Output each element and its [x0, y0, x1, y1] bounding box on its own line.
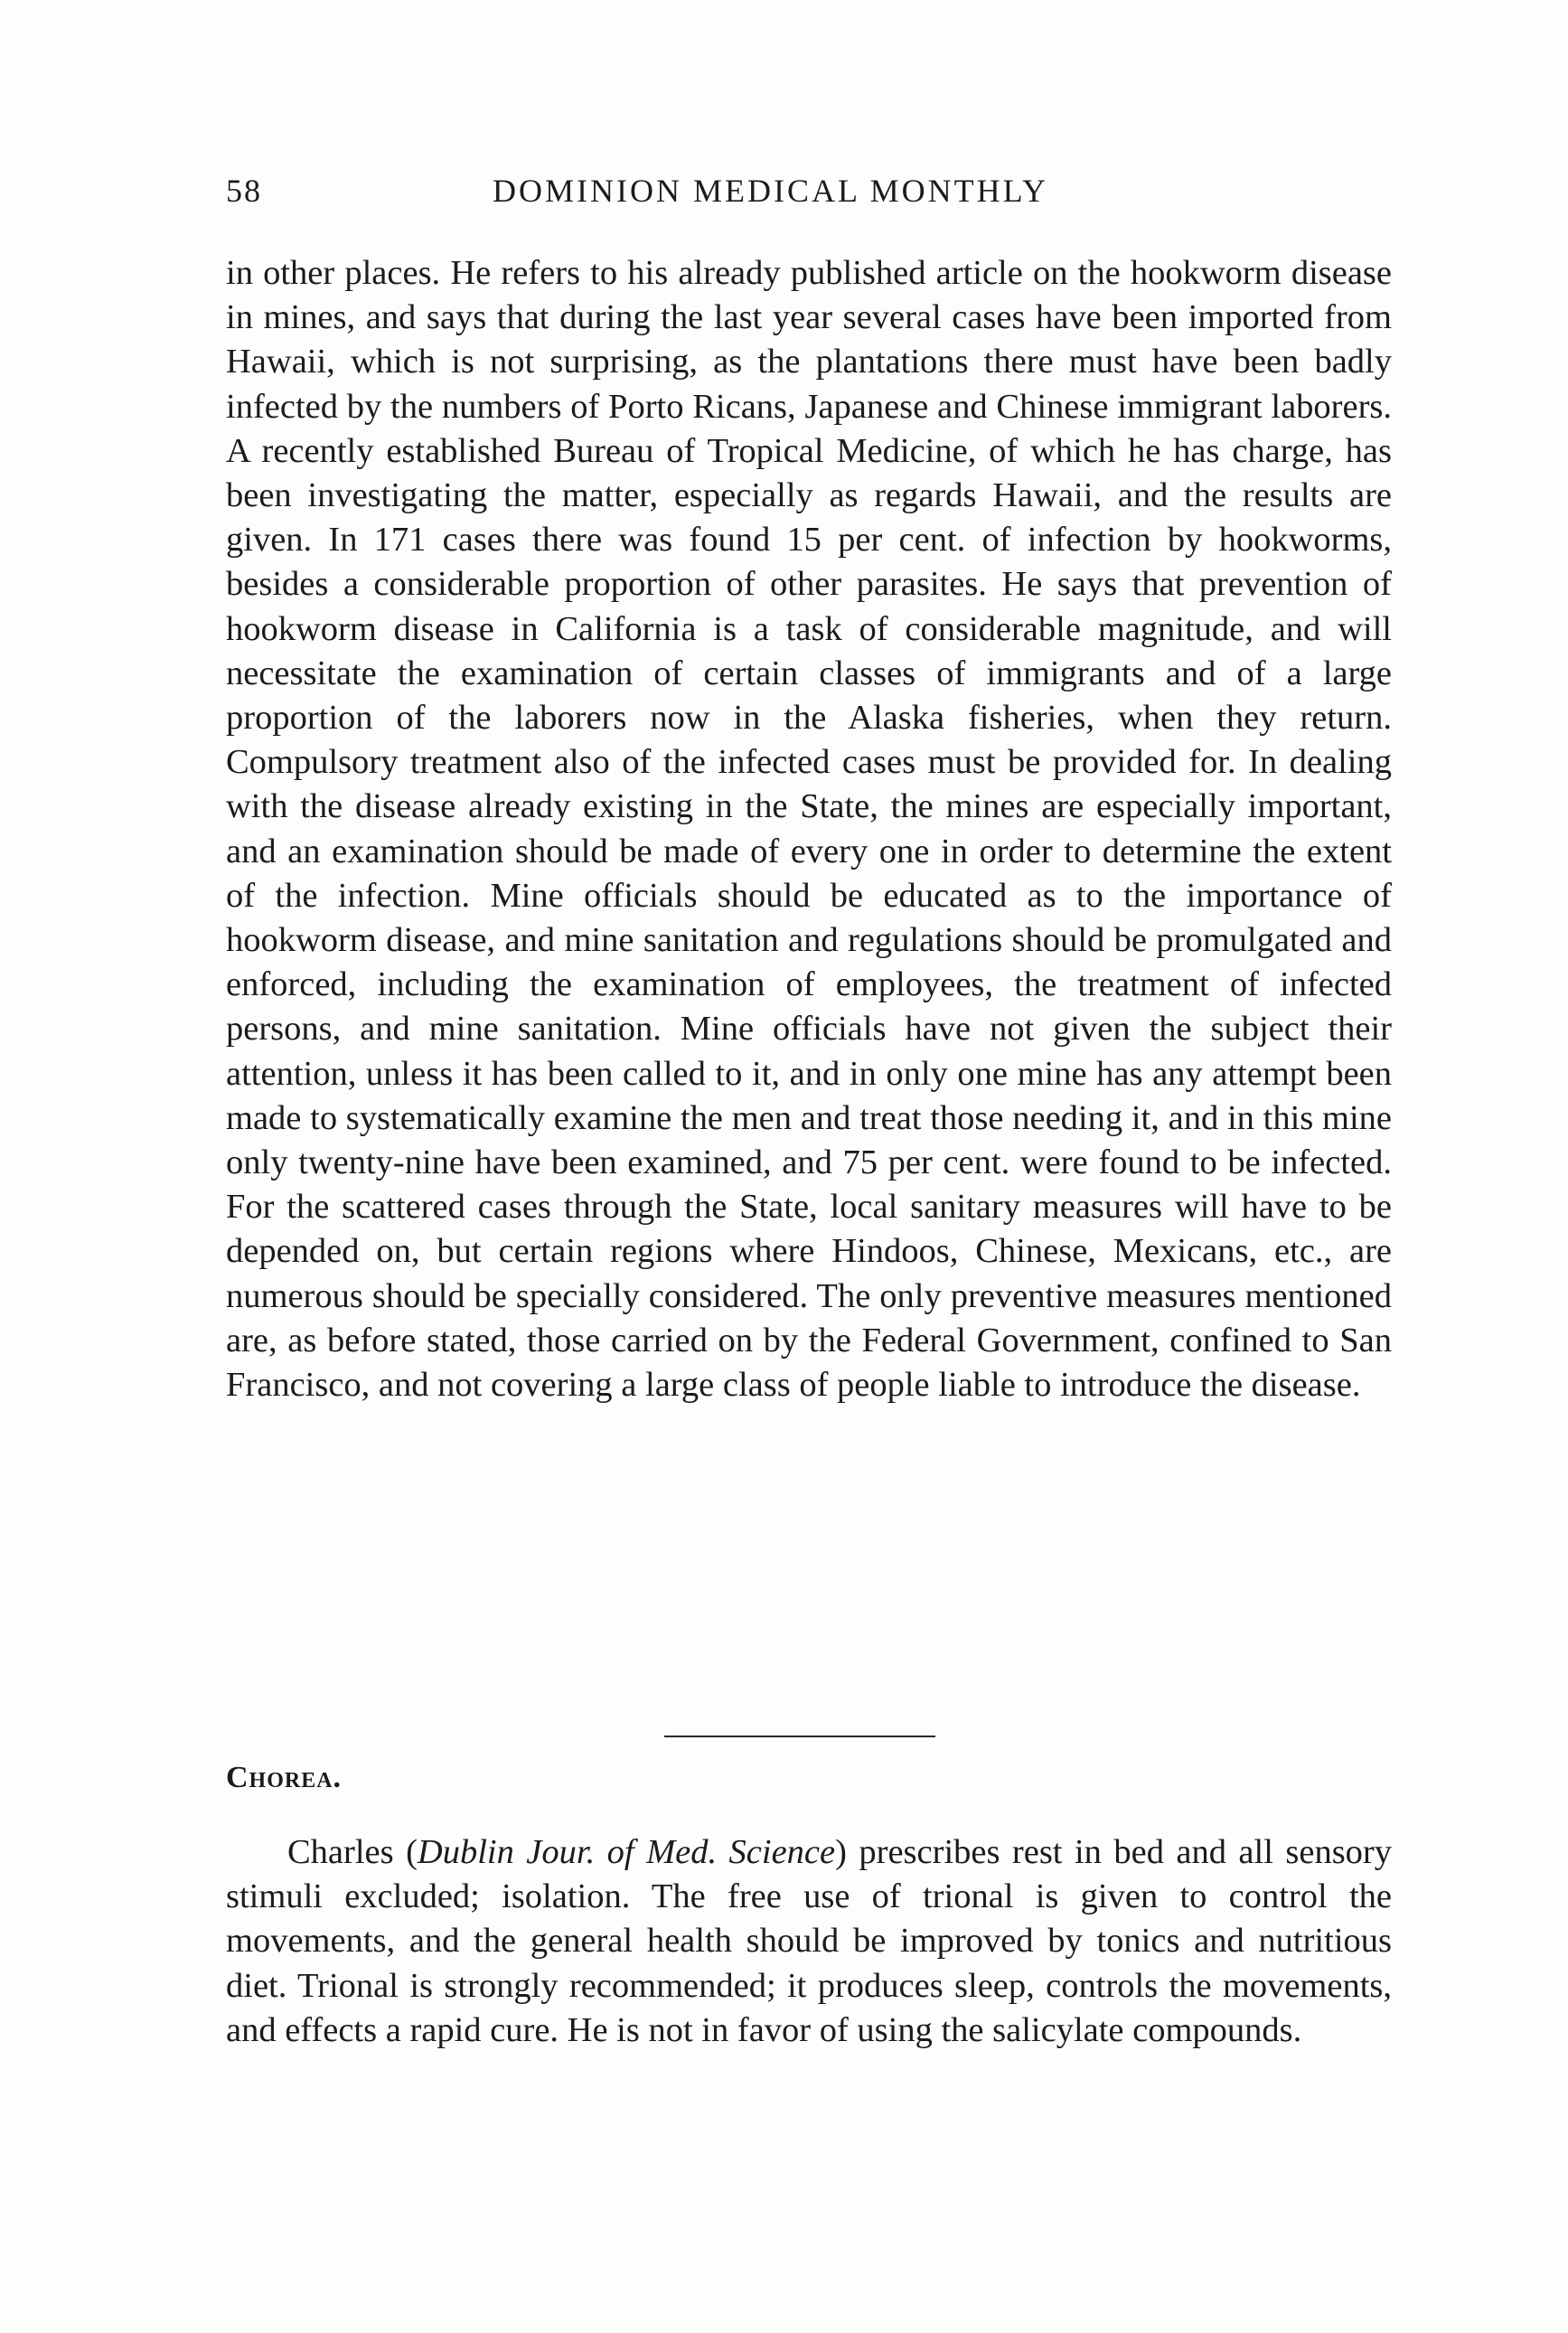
chorea-body-text: prescribes rest in bed and all sensory stimuli excluded; isolation. The free use of trional is given to control the movements, and the general health should be improved by tonics and nutritious diet. Trional is strongly recommended; it produces sleep, controls the movements, and effects a rapid cure. He is not in favor of using the salicylate compounds. — [226, 1833, 1392, 2049]
article-paragraph-continued: in other places. He refers to his already published article on the hookworm disease in mines, and says that during the last year several cases have been imported from Hawaii, which is not surprising, as the plantations there must have been badly infected by the numbers of Porto Ricans, Japanese and Chinese immigrant laborers. A recently established Bureau of Tropical Medicine, of which he has charge, has been investigating the matter, especially as regards Hawaii, and the results are given. In 171 cases there was found 15 per cent. of infection by hookworms, besides a considerable proportion of other parasites. He says that prevention of hookworm disease in California is a task of considerable magnitude, and will necessitate the examination of certain classes of immigrants and of a large proportion of the laborers now in the Alaska fisheries, when they return. Compulsory treatment also of the infected cases must be provided for. In dealing with the disease already existing in the State, the mines are especially important, and an examination should be made of every one in order to determine the extent of the infection. Mine officials should be educated as to the importance of hookworm disease, and mine sanitation and regulations should be promulgated and enforced, including the examination of employees, the treatment of infected persons, and mine sanitation. Mine officials have not given the subject their attention, unless it has been called to it, and in only one mine has any attempt been made to systematically examine the men and treat those needing it, and in this mine only twenty-nine have been examined, and 75 per cent. were found to be infected. For the scattered cases through the State, local sanitary measures will have to be depended on, but certain regions where Hindoos, Chinese, Mexicans, etc., are numerous should be specially considered. The only preventive measures mentioned are, as before stated, those carried on by the Federal Government, confined to San Francisco, and not covering a large class of people liable to introduce the disease. — [226, 254, 1392, 1405]
running-head — [226, 172, 1392, 217]
chorea-paragraph — [226, 1830, 1392, 2053]
section-heading: Chorea. — [226, 1761, 343, 1794]
author-name: Charles — [287, 1833, 394, 1871]
citation-open: ( — [406, 1833, 418, 1871]
citation-title: Dublin Jour. of Med. Science — [417, 1833, 836, 1871]
citation-close: ) — [835, 1833, 847, 1871]
journal-title: DOMINION MEDICAL MONTHLY — [493, 173, 1049, 209]
section-divider — [664, 1736, 935, 1737]
page-number: 58 — [226, 173, 262, 209]
